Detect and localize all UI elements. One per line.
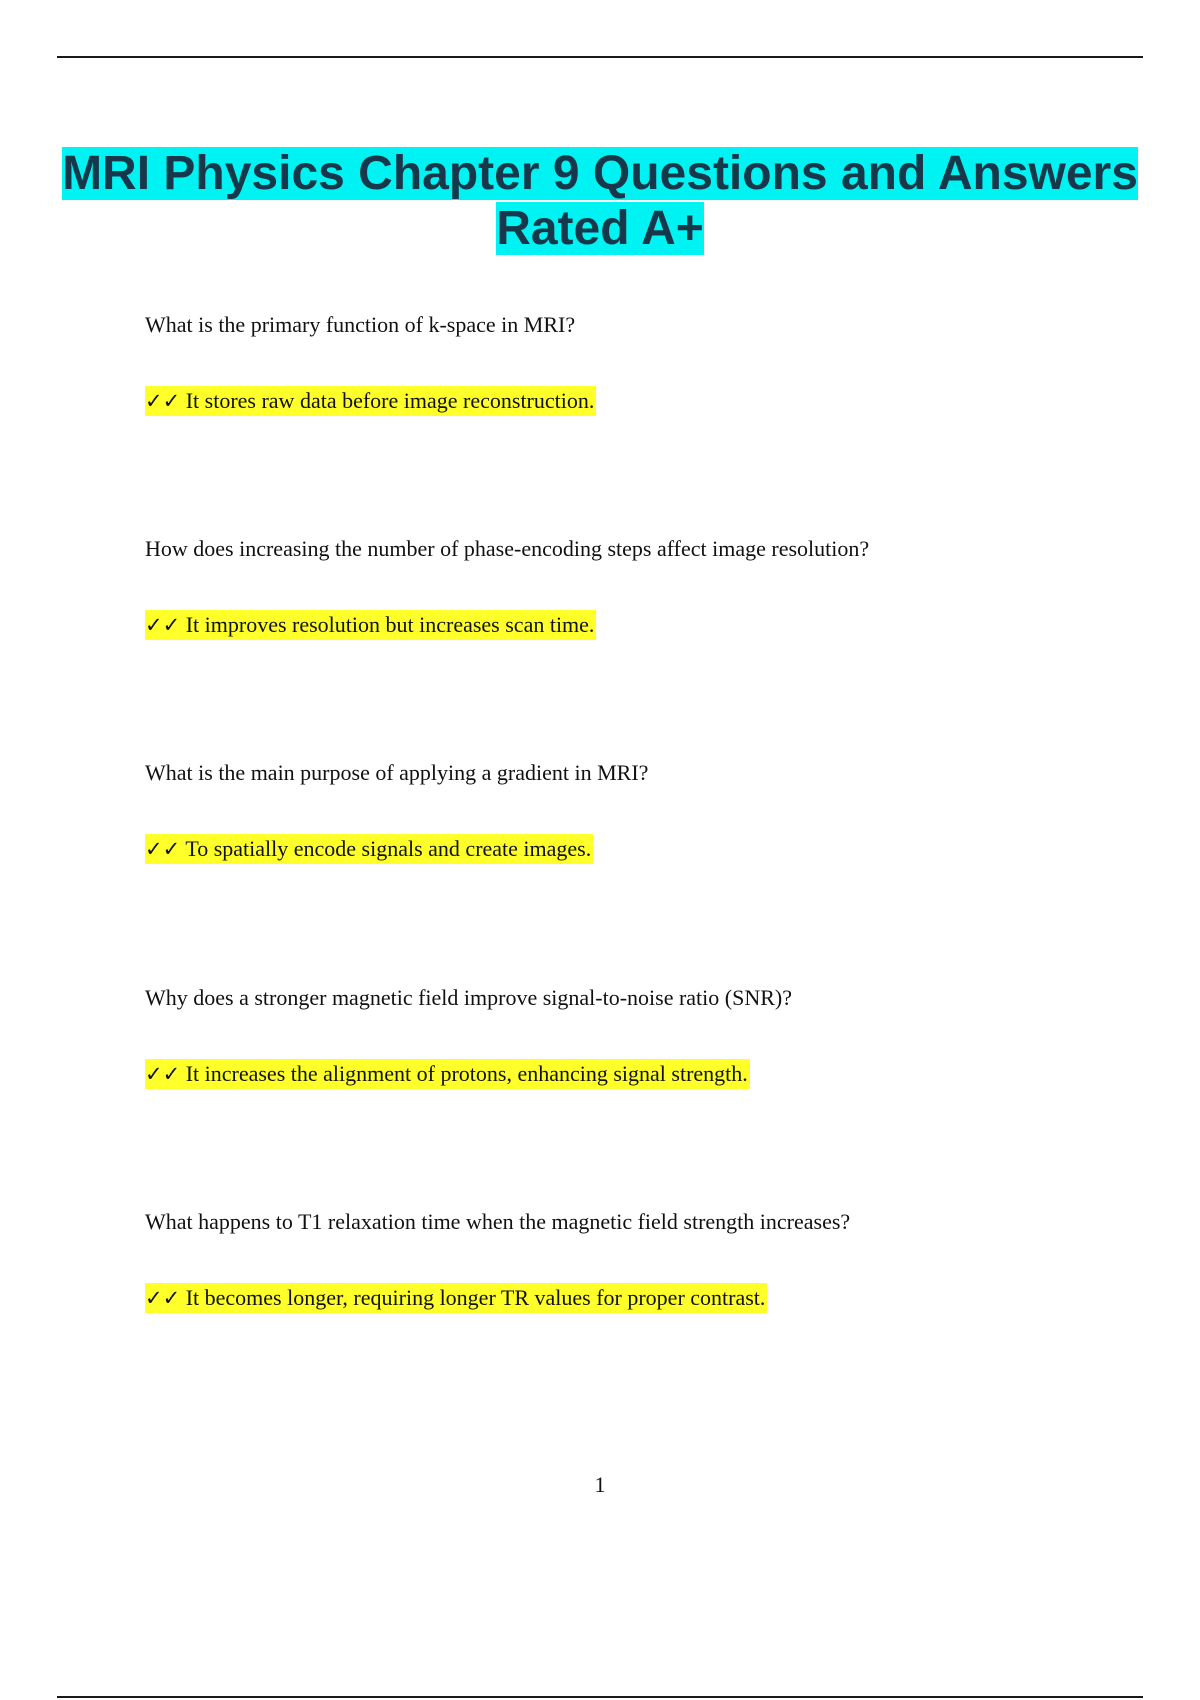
answer-label: It becomes longer, requiring longer TR values for proper contrast. [185, 1285, 766, 1310]
answer-text [145, 610, 596, 640]
double-check-icon: ✓✓ [145, 1062, 181, 1086]
document-title: MRI Physics Chapter 9 Questions and Answers Rated A+ [62, 147, 1138, 255]
answer-label: It improves resolution but increases scan time. [185, 612, 595, 637]
title-block [0, 146, 1200, 256]
footer-rule [57, 1696, 1143, 1698]
answer-text [145, 386, 596, 416]
double-check-icon: ✓✓ [145, 389, 181, 413]
question-text: What is the main purpose of applying a gradient in MRI? [145, 760, 649, 785]
question-text: Why does a stronger magnetic field improve signal-to-noise ratio (SNR)? [145, 985, 792, 1010]
answer-text [145, 1059, 750, 1089]
double-check-icon: ✓✓ [145, 1286, 181, 1310]
question-text: What is the primary function of k-space in MRI? [145, 312, 576, 337]
question-text: How does increasing the number of phase-encoding steps affect image resolution? [145, 536, 870, 561]
answer-label: To spatially encode signals and create images. [185, 836, 592, 861]
header-rule [57, 56, 1143, 58]
question-text: What happens to T1 relaxation time when the magnetic field strength increases? [145, 1209, 851, 1234]
page-number: 1 [594, 1472, 606, 1497]
double-check-icon: ✓✓ [145, 837, 181, 861]
double-check-icon: ✓✓ [145, 613, 181, 637]
answer-text [145, 1283, 767, 1313]
answer-label: It increases the alignment of protons, enhancing signal strength. [185, 1061, 748, 1086]
answer-label: It stores raw data before image reconstruction. [185, 388, 595, 413]
answer-text [145, 834, 593, 864]
